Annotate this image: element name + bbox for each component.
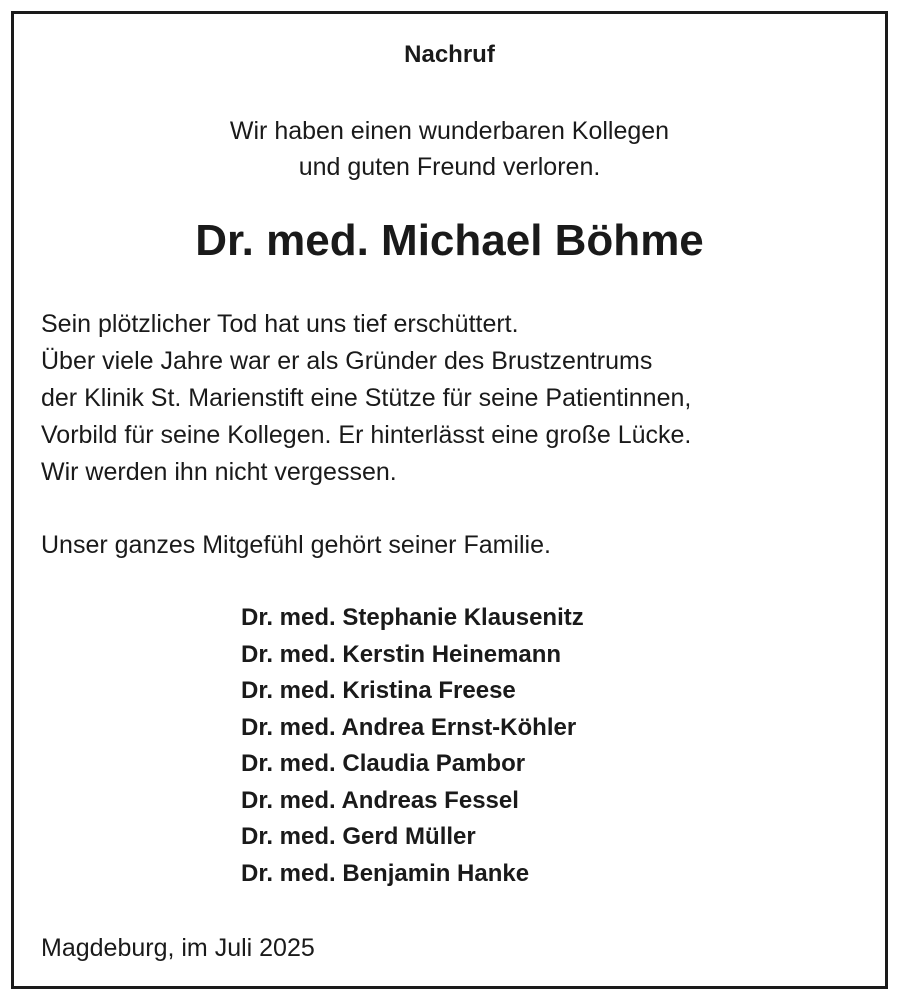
tribute-line: Sein plötzlicher Tod hat uns tief erschüttert. — [41, 310, 519, 338]
intro-text — [0, 113, 899, 185]
tribute-line: Vorbild für seine Kollegen. Er hinterlässt eine große Lücke. — [41, 421, 692, 449]
deceased-name: Dr. med. Michael Böhme — [195, 216, 704, 265]
signatory: Dr. med. Gerd Müller — [241, 823, 476, 850]
signatory: Dr. med. Claudia Pambor — [241, 750, 526, 777]
signatory: Dr. med. Andrea Ernst-Köhler — [241, 713, 577, 741]
signatory: Dr. med. Benjamin Hanke — [241, 859, 530, 887]
intro-line: und guten Freund verloren. — [298, 153, 601, 181]
signatory: Dr. med. Andreas Fessel — [241, 786, 519, 814]
signatory: Dr. med. Kerstin Heinemann — [241, 640, 562, 668]
sympathy-text: Unser ganzes Mitgefühl gehört seiner Familie. — [41, 531, 551, 559]
signatory: Dr. med. Stephanie Klausenitz — [241, 604, 584, 631]
notice-heading: Nachruf — [404, 41, 495, 68]
tribute-line: Wir werden ihn nicht vergessen. — [41, 458, 397, 486]
signatory: Dr. med. Kristina Freese — [241, 677, 516, 704]
tribute-text — [41, 306, 691, 491]
tribute-line: Über viele Jahre war er als Gründer des Brustzentrums — [41, 347, 653, 375]
tribute-line: der Klinik St. Marienstift eine Stütze für seine Patientinnen, — [41, 384, 692, 412]
signatory-list — [241, 600, 584, 892]
place-date: Magdeburg, im Juli 2025 — [41, 934, 315, 962]
intro-line: Wir haben einen wunderbaren Kollegen — [229, 117, 670, 145]
